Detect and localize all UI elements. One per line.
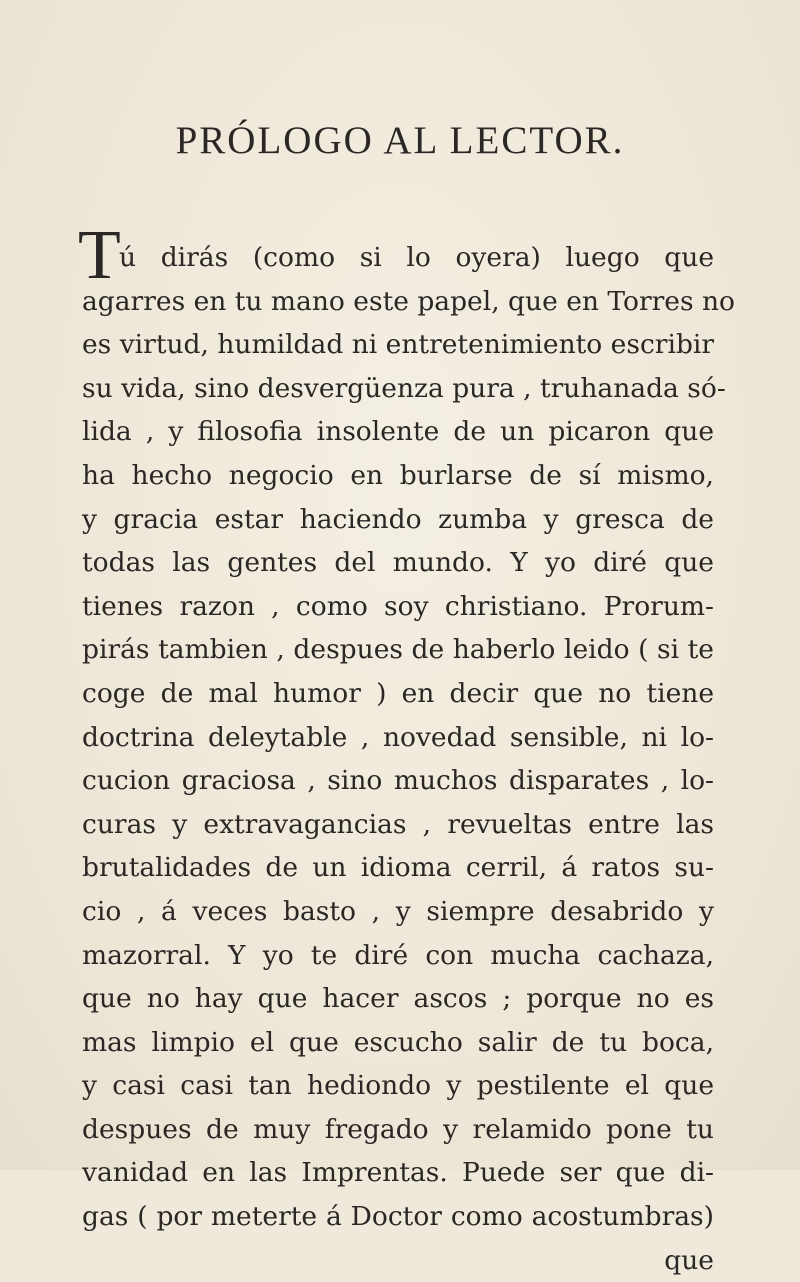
first-line — [78, 217, 714, 294]
text-line: vanidad en las Imprentas. Puede ser que di- — [82, 1157, 714, 1189]
text-line: y gracia estar haciendo zumba y gresca de — [82, 503, 714, 535]
text-line: pirás tambien , despues de haberlo leido ( si te — [82, 634, 714, 666]
text-line: ha hecho negocio en burlarse de sí mismo, — [82, 459, 714, 491]
page-title: PRÓLOGO AL LECTOR. — [175, 119, 625, 162]
body-text — [78, 217, 736, 1282]
text-line: es virtud, humildad ni entretenimiento escribir — [82, 329, 715, 361]
catchword: que — [664, 1244, 714, 1276]
first-line-text: ú dirás (como si lo oyera) luego que — [119, 242, 714, 273]
text-line: cucion graciosa , sino muchos disparates , lo- — [82, 765, 714, 797]
text-line: despues de muy fregado y relamido pone tu — [82, 1113, 714, 1145]
text-line: tienes razon , como soy christiano. Prorum- — [82, 590, 714, 622]
text-line: gas ( por meterte á Doctor como acostumbras) — [82, 1201, 714, 1233]
text-line: doctrina deleytable , novedad sensible, ni lo- — [82, 721, 714, 753]
text-line: brutalidades de un idioma cerril, á ratos su- — [82, 852, 714, 884]
drop-cap: T — [78, 217, 121, 294]
text-line: que no hay que hacer ascos ; porque no es — [82, 983, 714, 1015]
text-line: cio , á veces basto , y siempre desabrido y — [82, 895, 714, 927]
text-line: lida , y filosofia insolente de un picaron que — [82, 416, 714, 448]
text-line: su vida, sino desvergüenza pura , truhanada só- — [82, 372, 726, 404]
text-line: mazorral. Y yo te diré con mucha cachaza, — [82, 939, 714, 971]
text-line: todas las gentes del mundo. Y yo diré que — [82, 547, 714, 579]
text-line: curas y extravagancias , revueltas entre las — [82, 808, 714, 840]
text-line: mas limpio el que escucho salir de tu boca, — [82, 1026, 714, 1058]
text-line: agarres en tu mano este papel, que en Torres no — [82, 285, 736, 317]
text-line: y casi casi tan hediondo y pestilente el que — [82, 1070, 714, 1102]
text-line: coge de mal humor ) en decir que no tiene — [82, 677, 714, 709]
